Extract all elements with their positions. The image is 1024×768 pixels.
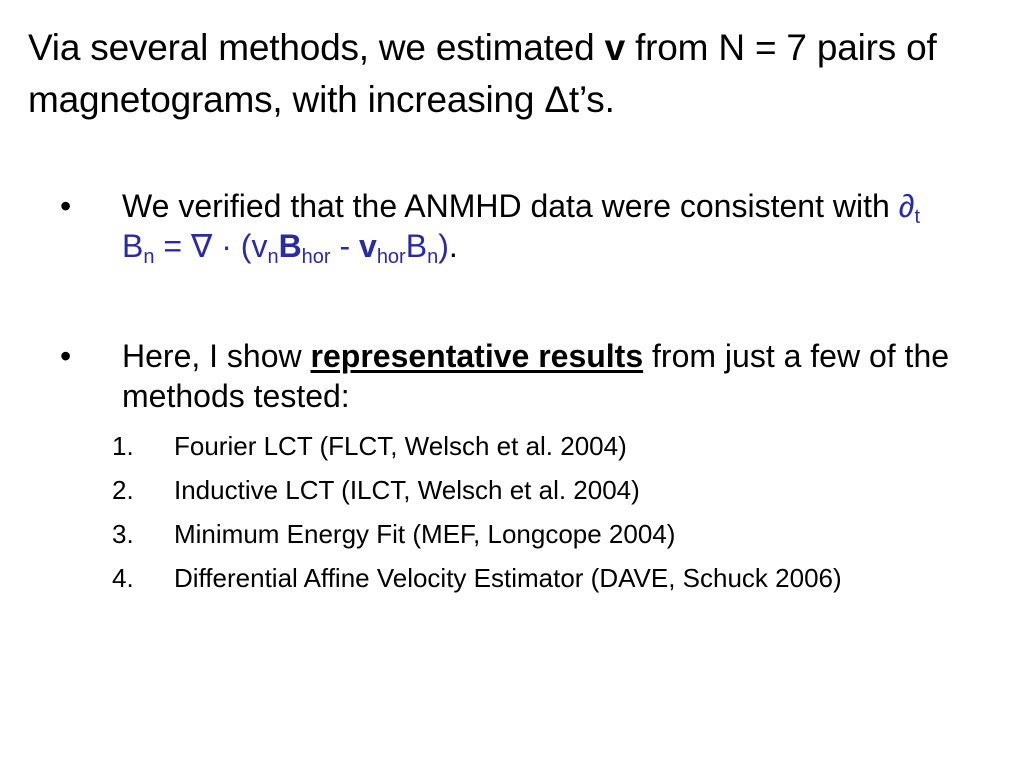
method-text: Minimum Energy Fit (MEF, Longcope 2004) xyxy=(174,519,676,549)
eq-sub-n: n xyxy=(143,246,155,268)
eq-sub-hor: hor xyxy=(376,246,406,268)
eq-v-bold: v xyxy=(359,228,377,264)
bullet-lead: Here, I show xyxy=(122,338,311,374)
title-bold-v: v xyxy=(604,27,625,68)
title-part2: from N = 7 pairs of magnetograms, with increasing Δt’s. xyxy=(28,27,937,120)
list-number: 1. xyxy=(112,431,134,461)
eq-close: ) xyxy=(438,228,449,264)
methods-list xyxy=(0,424,1024,644)
methods-list-item xyxy=(0,468,1024,512)
eq-minus: - xyxy=(330,228,360,264)
bullet-trail: . xyxy=(448,228,458,264)
bullet-marker: • xyxy=(60,188,72,224)
method-text: Fourier LCT (FLCT, Welsch et al. 2004) xyxy=(174,431,627,461)
list-number: 2. xyxy=(112,475,134,505)
eq-sub-n: n xyxy=(267,246,279,268)
eq-B: B xyxy=(405,228,428,264)
slide-title xyxy=(28,22,1008,126)
methods-list-item xyxy=(0,512,1024,556)
bullet-trail: from just a few of the methods tested: xyxy=(122,338,950,414)
list-number: 4. xyxy=(112,563,134,593)
bullet-marker: • xyxy=(60,338,72,374)
eq-sub-t: t xyxy=(914,206,921,228)
methods-list-item xyxy=(0,424,1024,468)
bullet-text xyxy=(122,336,952,416)
title-part1: Via several methods, we estimated xyxy=(28,27,605,68)
methods-list-item xyxy=(0,556,1024,644)
method-text: Differential Affine Velocity Estimator (DAVE, Schuck 2006) xyxy=(174,563,842,593)
bullet-text xyxy=(122,186,952,266)
eq-partial: ∂ xyxy=(898,188,915,224)
representative-results: representative results xyxy=(310,338,644,374)
bullet-lead: We verified that the ANMHD data were consistent with xyxy=(122,188,899,224)
eq-sub-hor: hor xyxy=(301,246,331,268)
eq-B-bold: B xyxy=(278,228,302,264)
eq-mid: = ∇ · (v xyxy=(154,228,268,264)
method-text: Inductive LCT (ILCT, Welsch et al. 2004) xyxy=(174,475,640,505)
list-number: 3. xyxy=(112,519,134,549)
eq-B: B xyxy=(122,228,144,264)
eq-sub-n: n xyxy=(427,246,439,268)
